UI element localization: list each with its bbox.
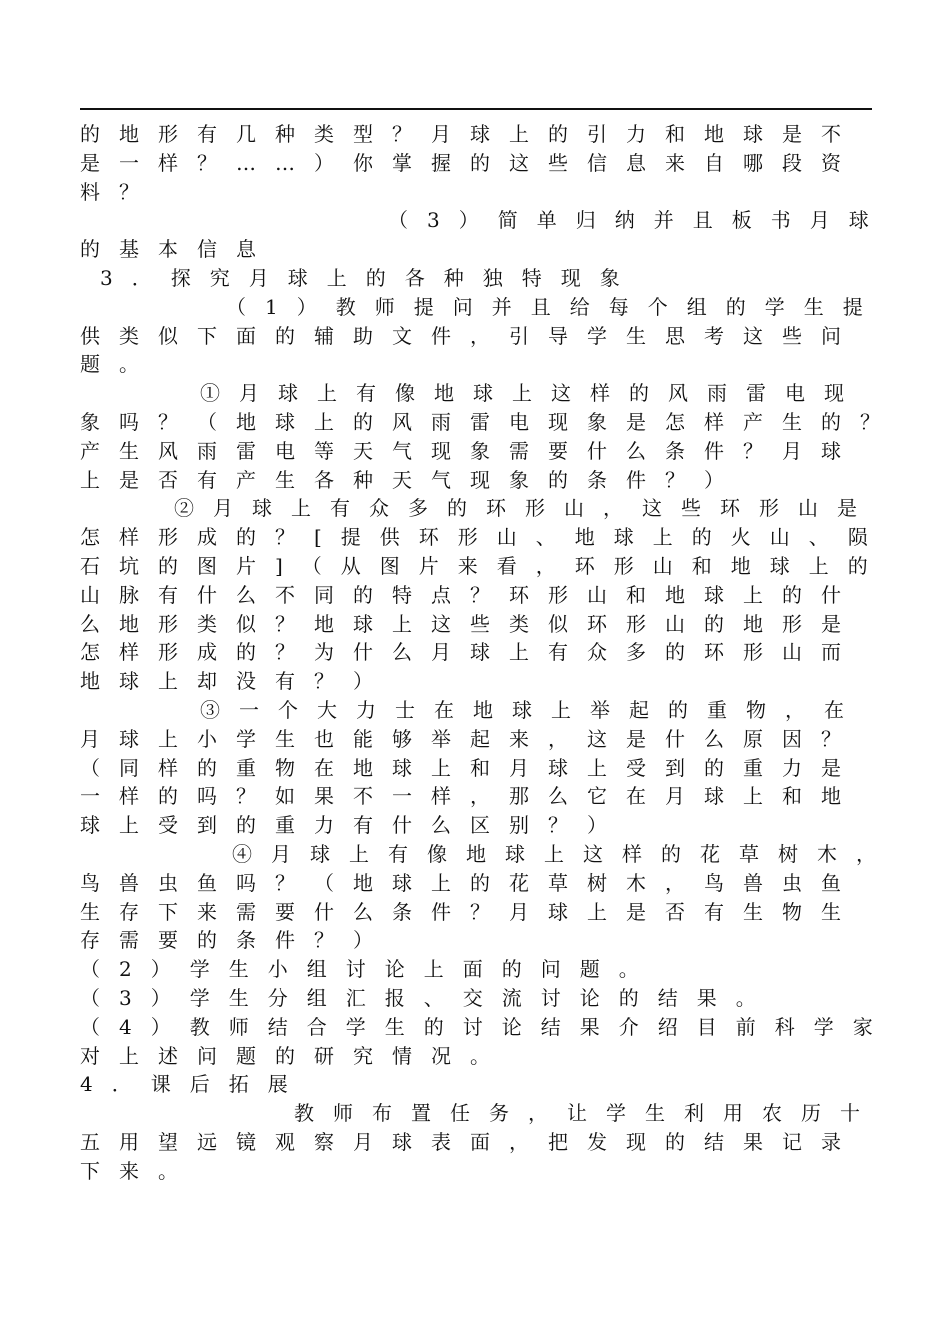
text-line: 山脉有什么不同的特点？环形山和地球上的什 [80,582,860,607]
text-line: 么地形类似？地球上这些类似环形山的地形是 [80,611,860,636]
text-line: （同样的重物在地球上和月球上受到的重力是 [80,755,860,780]
text-line: 一样的吗？如果不一样，那么它在月球上和地 [80,784,860,809]
text-line: 的基本信息 [80,237,275,262]
text-line: 怎样形成的？[提供环形山、地球上的火山、陨 [80,525,887,550]
text-line: ②月球上有众多的环形山，这些环形山是 [174,496,876,521]
text-line: 下来。 [80,1158,197,1183]
text-line: （4）教师结合学生的讨论结果介绍目前科学家 [80,1014,892,1039]
text-line: ①月球上有像地球上这样的风雨雷电现 [200,381,863,406]
text-line: 教师布置任务，让学生利用农历十 [294,1101,879,1126]
text-line: 是一样？……）你掌握的这些信息来自哪段资 [80,150,860,175]
document-body [80,120,899,1185]
text-line: 五用望远镜观察月球表面，把发现的结果记录 [80,1129,860,1154]
text-line: 月球上小学生也能够举起来，这是什么原因？ [80,726,860,751]
text-line: 产生风雨雷电等天气现象需要什么条件？月球 [80,438,860,463]
text-line: 地球上却没有？） [80,669,392,694]
text-line: （2）学生小组讨论上面的问题。 [80,957,658,982]
text-line: 题。 [80,352,158,377]
text-line: 球上受到的重力有什么区别？） [80,813,626,838]
text-line: ④月球上有像地球上这样的花草树木， [232,841,895,866]
text-line: （3）简单归纳并且板书月球 [388,208,888,233]
text-line: 上是否有产生各种天气现象的条件？） [80,467,743,492]
text-line: 对上述问题的研究情况。 [80,1043,509,1068]
text-line: 供类似下面的辅助文件，引导学生思考这些问 [80,323,860,348]
text-line: 存需要的条件？） [80,928,392,953]
text-line: 象吗？（地球上的风雨雷电现象是怎样产生的？ [80,409,899,434]
text-line: 生存下来需要什么条件？月球上是否有生物生 [80,899,860,924]
text-line: ③一个大力士在地球上举起的重物，在 [200,697,863,722]
text-line: 鸟兽虫鱼吗？（地球上的花草树木，鸟兽虫鱼 [80,870,860,895]
text-line: 怎样形成的？为什么月球上有众多的环形山而 [80,640,860,665]
text-line: （1）教师提问并且给每个组的学生提 [226,294,882,319]
header-rule [80,108,872,110]
section-heading: 3．探究月球上的各种独特现象 [100,265,639,290]
text-line: （3）学生分组汇报、交流讨论的结果。 [80,985,775,1010]
text-line: 石坑的图片]（从图片来看，环形山和地球上的 [80,553,887,578]
text-line: 料？ [80,179,158,204]
text-line: 的地形有几种类型？月球上的引力和地球是不 [80,122,860,146]
section-heading: 4．课后拓展 [80,1072,307,1097]
